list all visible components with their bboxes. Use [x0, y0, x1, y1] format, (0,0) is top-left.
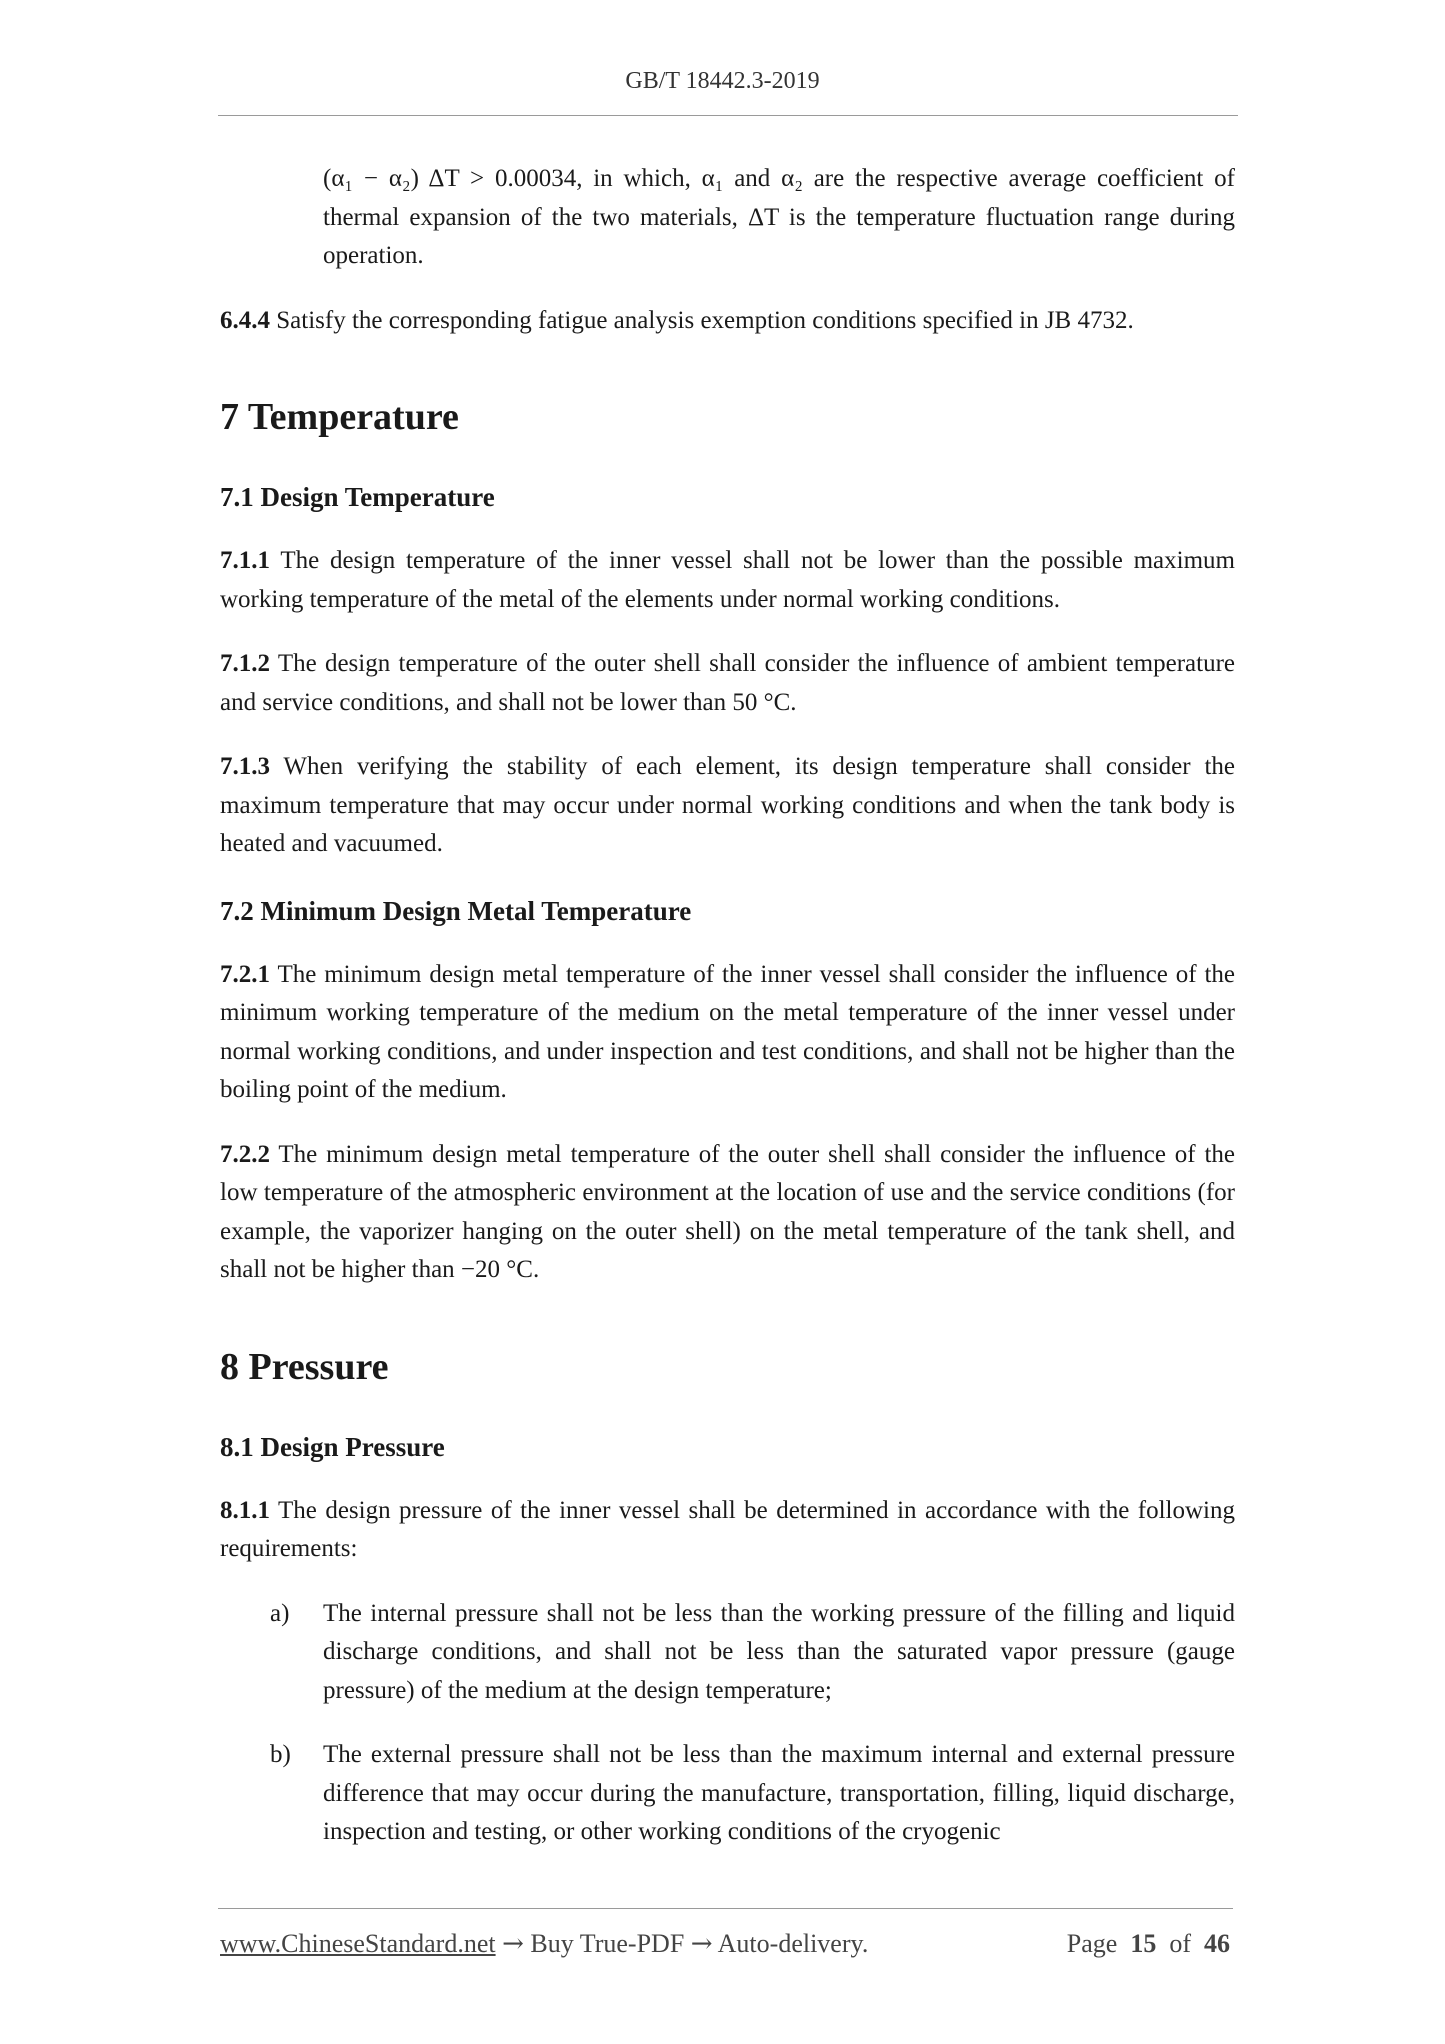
arrow-right-icon: → [690, 1929, 713, 1959]
subsection-7-1-heading: 7.1 Design Temperature [220, 482, 495, 512]
clause-7-1-2 [220, 645, 1235, 722]
clause-text: When verifying the stability of each element, its design temperature shall consider the maximum temperature that may occur under normal working conditions and when the tank body is heated and vacuumed. [220, 753, 1235, 857]
document-body [220, 160, 1235, 1852]
clause-text: The design temperature of the inner vessel shall not be lower than the possible maximum working temperature of the metal of the elements under normal working conditions. [220, 547, 1235, 613]
subsection-7-2-heading: 7.2 Minimum Design Metal Temperature [220, 895, 692, 926]
list-label: a) [270, 1599, 290, 1627]
footer-left [220, 1929, 868, 1959]
clause-text: The design temperature of the outer shell shall consider the influence of ambient temperature and service conditions, and shall not be lower than 50 °C. [220, 650, 1235, 716]
page-indicator [1067, 1929, 1230, 1959]
clause-number: 7.2.1 [220, 960, 270, 988]
clause-number: 6.4.4 [220, 306, 270, 334]
clause-number: 7.1.1 [220, 547, 270, 574]
clause-8-1-1 [220, 1492, 1235, 1569]
clause-7-1-1 [220, 542, 1235, 619]
arrow-right-icon: → [502, 1929, 524, 1959]
site-link[interactable]: www.ChineseStandard.net [220, 1929, 496, 1958]
page-footer [220, 1929, 1230, 1959]
section-7-heading: 7 Temperature [220, 396, 459, 438]
clause-text: The minimum design metal temperature of the outer shell shall consider the influence of the low temperature of the atmospheric environment at the location of use and the service conditions (for example, the vaporizer hanging on the outer shell) on the metal temperature of the tank shell, and shall not be higher than −20 °C. [220, 1140, 1235, 1283]
header-divider [218, 115, 1238, 116]
clause-number: 8.1.1 [220, 1496, 270, 1524]
list-text: The internal pressure shall not be less than the working pressure of the filling and liquid discharge conditions, and shall not be less than the saturated vapor pressure (gauge pressure) of the medium at the design temperature; [323, 1599, 1235, 1704]
clause-number: 7.1.2 [220, 650, 270, 677]
clause-text: Satisfy the corresponding fatigue analysis exemption conditions specified in JB 4732. [270, 306, 1134, 334]
subsection-8-1-heading: 8.1 Design Pressure [220, 1431, 445, 1462]
clause-7-2-2 [220, 1136, 1235, 1290]
clause-7-2-1 [220, 956, 1235, 1110]
page-header: GB/T 18442.3-2019 [625, 68, 820, 94]
section-8-heading: 8 Pressure [220, 1345, 389, 1388]
clause-6-4-4 [220, 302, 1235, 341]
delivery-text: Auto-delivery. [712, 1929, 869, 1958]
footer-divider [218, 1908, 1233, 1909]
formula-paragraph: (α₁ − α₂) ΔT > 0.00034, in which, α₁ and α₂ are the respective average coefficient of thermal expansion of the two materials, ΔT is the temperature fluctuation range during operation. [323, 165, 1235, 269]
clause-number: 7.1.3 [220, 753, 270, 780]
clause-7-1-3 [220, 748, 1235, 864]
clause-text: The minimum design metal temperature of the inner vessel shall consider the influence of the minimum working temperature of the medium on the metal temperature of the inner vessel under normal working conditions, and under inspection and test conditions, and shall not be higher than the boiling point of the medium. [220, 960, 1235, 1103]
list-label: b) [270, 1741, 291, 1768]
of-word: of [1169, 1929, 1191, 1958]
buy-text: Buy True-PDF [523, 1929, 691, 1958]
page-number: 15 [1130, 1929, 1157, 1958]
total-pages: 46 [1204, 1929, 1230, 1958]
page-word: Page [1066, 1929, 1118, 1958]
list-text: The external pressure shall not be less than the maximum internal and external pressure difference that may occur during the manufacture, transportation, filling, liquid discharge, inspection and testing, or other working conditions of the cryogenic [323, 1741, 1235, 1845]
list-item-b [220, 1736, 1235, 1852]
clause-number: 7.2.2 [220, 1140, 270, 1168]
list-item-a [220, 1595, 1235, 1711]
clause-text: The design pressure of the inner vessel shall be determined in accordance with the following requirements: [220, 1496, 1235, 1562]
